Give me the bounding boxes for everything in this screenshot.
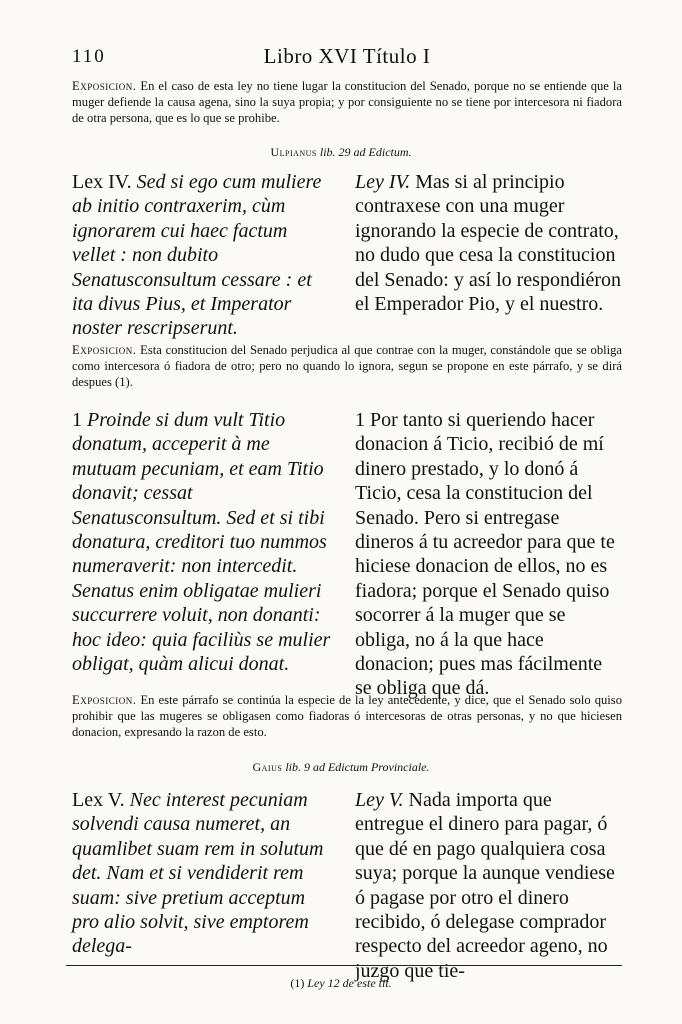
source-author: Ulpianus [270, 145, 317, 159]
ley-4-spanish-text: Mas si al principio contraxese con una muger ignorando la especie de contrato, no dudo que cesa la constitucion del Senado: y así lo respondiéron el Emperador Pio, y el nuestro. [355, 171, 622, 316]
lex-5-latin-heading: Lex V. [72, 789, 125, 811]
exposicion-label: Exposicion. [72, 693, 137, 707]
lex-4-latin-heading: Lex IV. [72, 171, 132, 193]
ley-4-spanish-heading: Ley IV. [355, 171, 411, 193]
source-citation-ulpianus [0, 145, 682, 160]
lex-5-latin [72, 788, 334, 959]
lex-5-latin-text: Nec interest pecuniam solvendi causa numeret, an quamlibet suam rem in solutum det. Nam et si vendiderit rem suam: sive pretium acceptum pro alio solvit, sive emptorem delega- [72, 789, 324, 958]
running-title: Libro XVI Título I [263, 44, 431, 68]
exposicion-text: En el caso de esta ley no tiene lugar la constitucion del Senado, porque no se entiende que la muger defiende la causa agena, sino la suya propia; y por consiguiente no se tiene por intercesora ni fiadora de otra persona, que es lo que se prohibe. [72, 79, 622, 125]
paragraph-1-spanish [355, 408, 623, 701]
ley-5-spanish-text: Nada importa que entregue el dinero para pagar, ó que dé en pago qualquiera cosa suya; porque la aunque vendiese ó pagase por otro el dinero recibido, ó delegase comprador respecto del acreedor ageno, no juzgo que tie- [355, 789, 615, 982]
footnote-text: Ley 12 de este tit. [307, 976, 392, 990]
paragraph-1-spanish-number: 1 [355, 409, 365, 431]
paragraph-1-spanish-text: Por tanto si queriendo hacer donacion á Ticio, recibió de mí dinero prestado, y lo donó á Ticio, cesa la constitucion del Senado. Pero si entregase dineros á tu acreedor para que te hiciese donacion de ellos, no es fiadora; porque el Senado quiso socorrer á la muger que se obliga, no á la que hace donacion; pues mas fácilmente se obliga que dá. [355, 409, 615, 700]
footnote-mark: (1) [290, 976, 305, 990]
footnote [0, 976, 682, 991]
source-reference: lib. 29 ad Edictum. [319, 145, 412, 159]
source-citation-gaius [0, 760, 682, 775]
source-author: Gaius [252, 760, 283, 774]
lex-4-spanish [355, 170, 623, 316]
paragraph-1-latin [72, 408, 334, 676]
footnote-rule [66, 965, 622, 966]
lex-4-latin-text: Sed si ego cum muliere ab initio contraxerim, cùm ignorarem cui haec factum vellet : non dubito Senatusconsultum cessare : et ita divus Pius, et Imperator noster rescripserunt. [72, 171, 322, 340]
exposicion-label: Exposicion. [72, 79, 137, 93]
exposicion-note-3 [72, 692, 622, 740]
paragraph-1-latin-number: 1 [72, 409, 82, 431]
lex-4-latin [72, 170, 334, 341]
paragraph-1-latin-text: Proinde si dum vult Titio donatum, acceperit à me mutuam pecuniam, et eam Titio donavit; cessat Senatusconsultum. Sed et si tibi donatura, creditori tuo nummos numeraverit: non intercedit. Senatus enim obligatae mulieri succurrere voluit, non donanti: hoc ideo: quia faciliùs se mulier obligat, quàm alicui donat. [72, 409, 331, 676]
exposicion-text: Esta constitucion del Senado perjudica al que contrae con la muger, constándole que se obliga como intercesora ó fiadora de otro; pero no quando lo ignora, segun se propone en este párrafo, y se dirá despues (1). [72, 343, 622, 389]
running-header [72, 46, 622, 76]
page-number: 110 [72, 46, 106, 67]
source-reference: lib. 9 ad Edictum Provinciale. [285, 760, 430, 774]
exposicion-label: Exposicion. [72, 343, 137, 357]
exposicion-text: En este párrafo se continúa la especie de la ley antecedente, y dice, que el Senado solo quiso prohibir que las mugeres se obligasen como fiadoras ó intercesoras de otras personas, y no que hiciesen donacion, expresando la razon de esto. [72, 693, 623, 739]
lex-5-spanish [355, 788, 623, 983]
ley-5-spanish-heading: Ley V. [355, 789, 404, 811]
exposicion-note-2 [72, 342, 622, 390]
exposicion-note-1 [72, 78, 622, 126]
